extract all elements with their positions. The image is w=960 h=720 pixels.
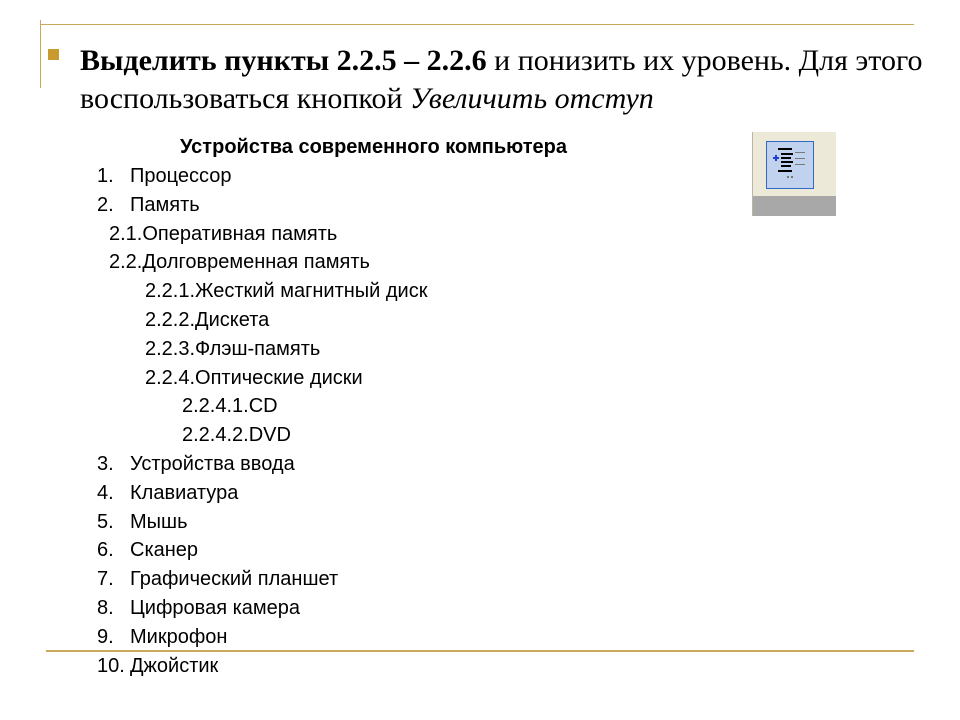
item-number: 10. [97,654,125,677]
item-text: Микрофон [130,625,228,648]
item-number: 7. [97,568,114,591]
item-text: 2.2.3.Флэш-память [145,337,321,360]
item-text: Джойстик [130,654,219,677]
item-number: 4. [97,481,114,504]
document-title: Устройства современного компьютера [180,136,568,158]
item-text: 2.2.2.Дискета [145,308,270,331]
item-text: Графический планшет [130,568,339,591]
item-text: Процессор [130,165,232,187]
item-text: 2.2.1.Жесткий магнитный диск [145,280,428,303]
item-text: 2.2.4.1.CD [182,395,278,418]
instruction-italic: Увеличить отступ [410,82,654,115]
item-number: 6. [97,539,114,562]
item-text: Устройства ввода [130,452,295,475]
bullet-square-icon [48,49,59,60]
increase-indent-button[interactable] [766,141,814,189]
item-text: Память [130,193,200,216]
instruction-normal: и понизить их уровень. Для этого воспользоваться кнопкой [80,44,923,115]
top-rule [40,24,914,25]
item-text: Клавиатура [130,481,239,504]
item-text: Сканер [130,539,199,562]
left-rule [40,20,41,88]
toolbar-shade [753,196,836,216]
item-text: 2.1.Оперативная память [109,222,338,245]
item-number: 2. [97,193,114,216]
toolbar-snippet [752,132,836,216]
item-number: 3. [97,452,114,475]
item-number: 5. [97,510,114,533]
instruction-bold: Выделить пункты 2.2.5 – 2.2.6 [80,44,487,77]
item-text: 2.2.4.Оптические диски [145,366,363,389]
instruction-text [80,42,940,118]
item-text: 2.2.Долговременная память [109,251,370,274]
item-text: 2.2.4.2.DVD [182,424,291,447]
item-number: 1. [97,165,114,187]
item-number: 9. [97,625,114,648]
item-text: Цифровая камера [130,596,301,619]
increase-indent-icon [767,142,813,188]
item-number: 8. [97,596,114,619]
item-text: Мышь [130,510,188,533]
